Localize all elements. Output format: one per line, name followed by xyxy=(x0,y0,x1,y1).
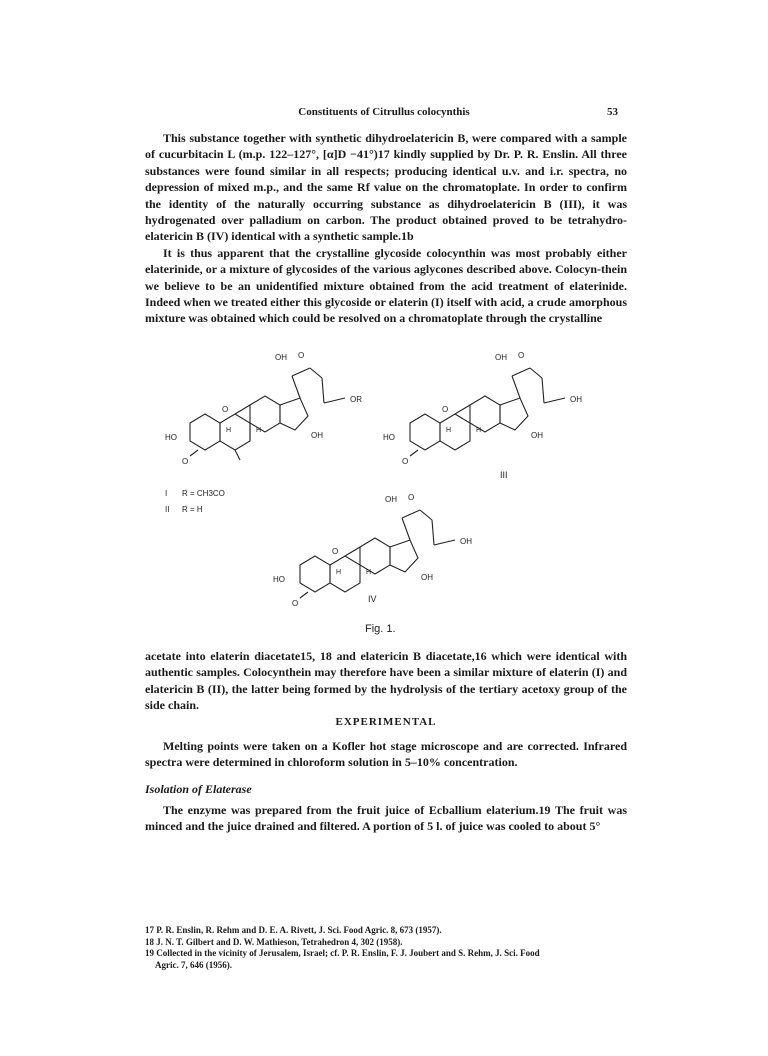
structure-III-ring-oxo-label: O xyxy=(402,457,409,466)
paragraph-methods: Melting points were taken on a Kofler hot stage microscope and are corrected. Infrared spectra were determined in chloroform solution in 5–10% concentration. xyxy=(145,739,627,770)
structure-IV-oxo-label: O xyxy=(408,493,415,502)
label-I: I xyxy=(165,489,168,498)
paragraph-acetate: acetate into elaterin diacetate15, 18 and elatericin B diacetate,16 which were identical with authentic samples. Colocynthein may therefore have been a similar mixture of elaterin (I) and elatericin B (II), the latter being formed by the hydrolysis of the tertiary acetoxy group of the side chain. xyxy=(145,649,627,713)
footnote-17: 17 P. R. Enslin, R. Rehm and D. E. A. Rivett, J. Sci. Food Agric. 8, 673 (1957). xyxy=(145,925,442,935)
structure-I-h1-label: H xyxy=(226,427,232,434)
structure-IV-oh-tail-label: OH xyxy=(460,537,472,546)
label-III: III xyxy=(500,470,508,480)
structure-III xyxy=(410,368,565,456)
paragraph-comparison: This substance together with synthetic dihydroelatericin B, were compared with a sample of cucurbitacin L (m.p. 122–127°, [α]D −41°)17 kindly supplied by Dr. P. R. Enslin. All three substances were found similar in all respects; producing identical u.v. and i.r. spectra, no depression of mixed m.p., and the same Rf value on the chromatoplate. In order to confirm the identity of the naturally occurring substance as dihydroelatericin B (III), it was hydrogenated over palladium on carbon. The product obtained proved to be tetrahydro-elatericin B (IV) identical with a synthetic sample.1b xyxy=(145,131,627,244)
footnote-19-continued: Agric. 7, 646 (1956). xyxy=(155,959,232,970)
subheading-isolation: Isolation of Elaterase xyxy=(145,782,252,796)
structure-III-ho-label: HO xyxy=(383,433,395,442)
structure-IV-oh-label: OH xyxy=(385,495,397,504)
structure-I-oh-label: OH xyxy=(275,353,287,362)
structure-III-oh-tail-label: OH xyxy=(570,395,582,404)
structure-IV-h2-label: H xyxy=(366,569,372,576)
intro-text xyxy=(145,130,627,327)
experimental-text xyxy=(145,738,627,771)
running-title: Constituents of Citrullus colocynthis xyxy=(298,106,470,118)
structure-III-oh-label: OH xyxy=(495,353,507,362)
paragraph-enzyme: The enzyme was prepared from the fruit juice of Ecballium elaterium.19 The fruit was minced and the juice drained and filtered. A portion of 5 l. of juice was cooled to about 5° xyxy=(145,803,627,834)
figure-1 xyxy=(150,348,620,638)
structure-I-h2-label: H xyxy=(256,427,262,434)
label-II-substituent: R = H xyxy=(182,505,203,514)
structure-IV-17-oh-label: OH xyxy=(421,573,433,582)
isolation-text xyxy=(145,802,627,835)
label-II: II xyxy=(165,505,170,514)
paragraph-colocynthin: It is thus apparent that the crystalline glycoside colocynthin was most probably either elaterinide, or a mixture of glycosides of the various aglycones described above. Colocyn-thein we believe to be an unidentified mixture obtained from the acid treatment of elaterinide. Indeed when we treated either this glycoside or elaterin (I) itself with acid, a crude amorphous mixture was obtained which could be resolved on a chromatoplate through the crystalline xyxy=(145,245,627,326)
structure-III-h2-label: H xyxy=(476,427,482,434)
structure-III-oxo-label: O xyxy=(518,351,525,360)
footnotes xyxy=(145,925,627,971)
page-number: 53 xyxy=(607,106,618,118)
structure-I-17-oh-label: OH xyxy=(311,431,323,440)
discussion-continued xyxy=(145,648,627,714)
structure-I-ring-oxo-label: O xyxy=(182,457,189,466)
structure-I-II xyxy=(190,368,345,460)
structure-IV-ring-oxo-label: O xyxy=(292,599,299,608)
structure-IV-bridge-oxo-label: O xyxy=(332,547,339,556)
structure-I-oxo-label: O xyxy=(298,351,305,360)
structure-III-h1-label: H xyxy=(446,427,452,434)
label-IV: IV xyxy=(368,594,377,604)
footnote-18: 18 J. N. T. Gilbert and D. W. Mathieson, Tetrahedron 4, 302 (1958). xyxy=(145,936,403,947)
structure-diagram xyxy=(150,348,620,638)
structure-I-or-label: OR xyxy=(350,395,362,404)
structure-IV-ho-label: HO xyxy=(273,575,285,584)
footnote-19: 19 Collected in the vicinity of Jerusalem, Israel; cf. P. R. Enslin, F. J. Joubert and S. Rehm, J. Sci. Food xyxy=(145,948,540,958)
structure-IV-h1-label: H xyxy=(336,569,342,576)
label-I-substituent: R = CH3CO xyxy=(182,489,225,498)
structure-IV xyxy=(300,510,455,598)
experimental-heading: EXPERIMENTAL xyxy=(335,716,437,728)
structure-I-bridge-oxo-label: O xyxy=(222,405,229,414)
structure-III-bridge-oxo-label: O xyxy=(442,405,449,414)
figure-caption: Fig. 1. xyxy=(365,623,396,635)
structure-III-17-oh-label: OH xyxy=(531,431,543,440)
structure-I-ho-label: HO xyxy=(165,433,177,442)
